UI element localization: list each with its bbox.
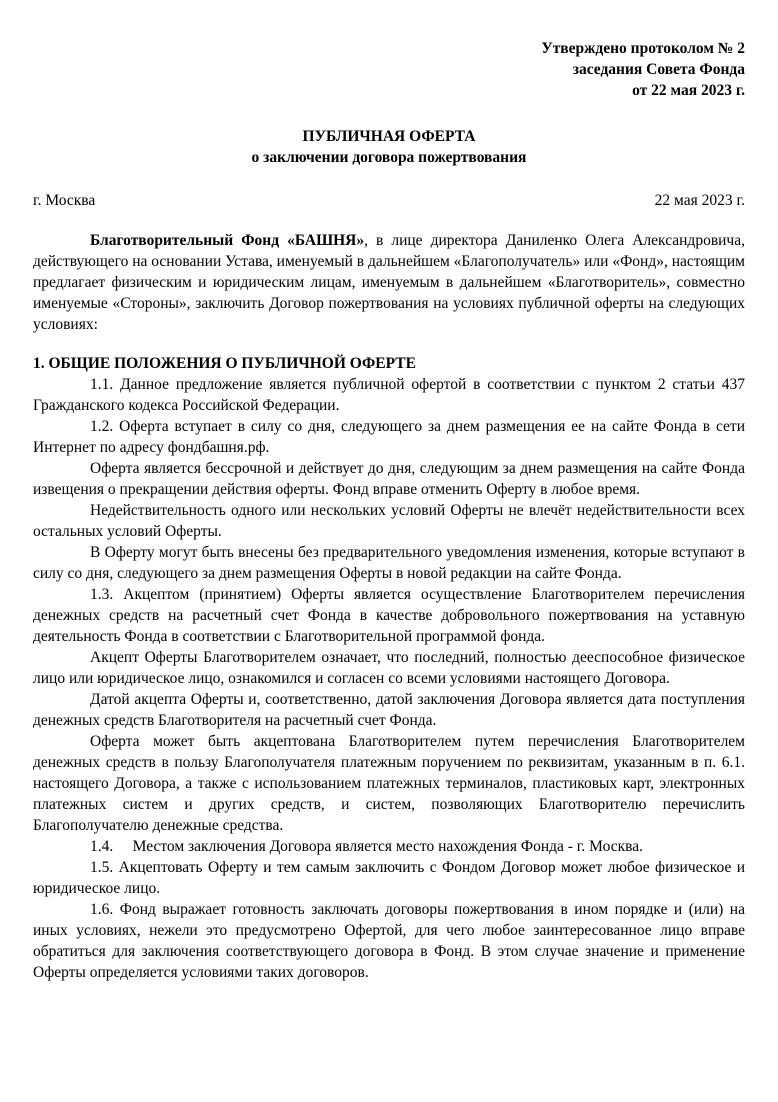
- paragraph-1-5: 1.5. Акцептовать Оферту и тем самым заключить с Фондом Договор может любое физическое и юридическое лицо.: [33, 859, 745, 897]
- approval-line-2: заседания Совета Фонда: [572, 61, 745, 78]
- paragraph-1-2-cont-1: Оферта является бессрочной и действует до дня, следующим за днем размещения на сайте Фонда извещения о прекращении действия оферты. Фонд вправе отменить Оферту в любое время.: [33, 460, 745, 498]
- paragraph-1-2: 1.2. Оферта вступает в силу со дня, следующего за днем размещения ее на сайте Фонда в сети Интернет по адресу фондбашня.рф.: [33, 418, 745, 456]
- approval-block: [33, 38, 745, 101]
- paragraph-1-4: 1.4. Местом заключения Договора является место нахождения Фонда - г. Москва.: [90, 838, 643, 855]
- paragraph-1-3-cont-1: Акцепт Оферты Благотворителем означает, что последний, полностью дееспособное физическое лицо или юридическое лицо, ознакомился и согласен со всеми условиями настоящего Договора.: [33, 649, 745, 687]
- place-date-row: [33, 190, 745, 211]
- intro-paragraph: [33, 230, 745, 335]
- paragraph-1-6: 1.6. Фонд выражает готовность заключать договоры пожертвования в ином порядке и (или) на иных условиях, нежели это предусмотрено Офертой, для чего любое заинтересованное лицо вправе обратиться для заключения соответствующего договора в Фонд. В этом случае значение и применение Оферты определяется условиями таких договоров.: [33, 901, 745, 981]
- paragraph-1-3: 1.3. Акцептом (принятием) Оферты является осуществление Благотворителем перечисления денежных средств на расчетный счет Фонда в качестве добровольного пожертвования на уставную деятельность Фонда в соответствии с Благотворительной программой фонда.: [33, 586, 745, 645]
- document-title-line-1: ПУБЛИЧНАЯ ОФЕРТА: [302, 128, 476, 145]
- approval-line-3: от 22 мая 2023 г.: [632, 82, 745, 99]
- paragraph-1-3-cont-2: Датой акцепта Оферты и, соответственно, датой заключения Договора является дата поступления денежных средств Благотворителя на расчетный счет Фонда.: [33, 691, 745, 729]
- paragraph-1-1: 1.1. Данное предложение является публичной офертой в соответствии с пунктом 2 статьи 437 Гражданского кодекса Российской Федерации.: [33, 376, 745, 414]
- approval-line-1: Утверждено протоколом № 2: [541, 40, 745, 57]
- paragraph-1-3-cont-3: Оферта может быть акцептована Благотворителем путем перечисления Благотворителем денежных средств в пользу Благополучателя платежным поручением по реквизитам, указанным в п. 6.1. настоящего Договора, а также с использованием платежных терминалов, пластиковых карт, электронных платежных систем и других средств, и систем, позволяющих Благотворителю перечислить Благополучателю денежные средства.: [33, 733, 745, 834]
- place-label: г. Москва: [33, 192, 96, 209]
- paragraph-1-2-cont-3: В Оферту могут быть внесены без предварительного уведомления изменения, которые вступают в силу со дня, следующего за днем размещения Оферты в новой редакции на сайте Фонда.: [33, 544, 745, 582]
- paragraph-1-2-cont-2: Недействительность одного или нескольких условий Оферты не влечёт недействительности всех остальных условий Оферты.: [33, 502, 745, 540]
- document-title: [33, 126, 745, 168]
- intro-rest: , в лице директора Даниленко Олега Александровича, действующего на основании Устава, именуемый в дальнейшем «Благополучатель» или «Фонд», настоящим предлагает физическим и юридическим лицам, именуемым в дальнейшем «Благотворитель», совместно именуемые «Стороны», заключить Договор пожертвования на условиях публичной оферты на следующих условиях:: [33, 232, 745, 333]
- date-label: 22 мая 2023 г.: [654, 192, 745, 209]
- document-title-line-2: о заключении договора пожертвования: [251, 149, 527, 166]
- section-1-heading: 1. ОБЩИЕ ПОЛОЖЕНИЯ О ПУБЛИЧНОЙ ОФЕРТЕ: [33, 355, 416, 372]
- intro-bold-lead: Благотворительный Фонд «БАШНЯ»: [90, 232, 365, 249]
